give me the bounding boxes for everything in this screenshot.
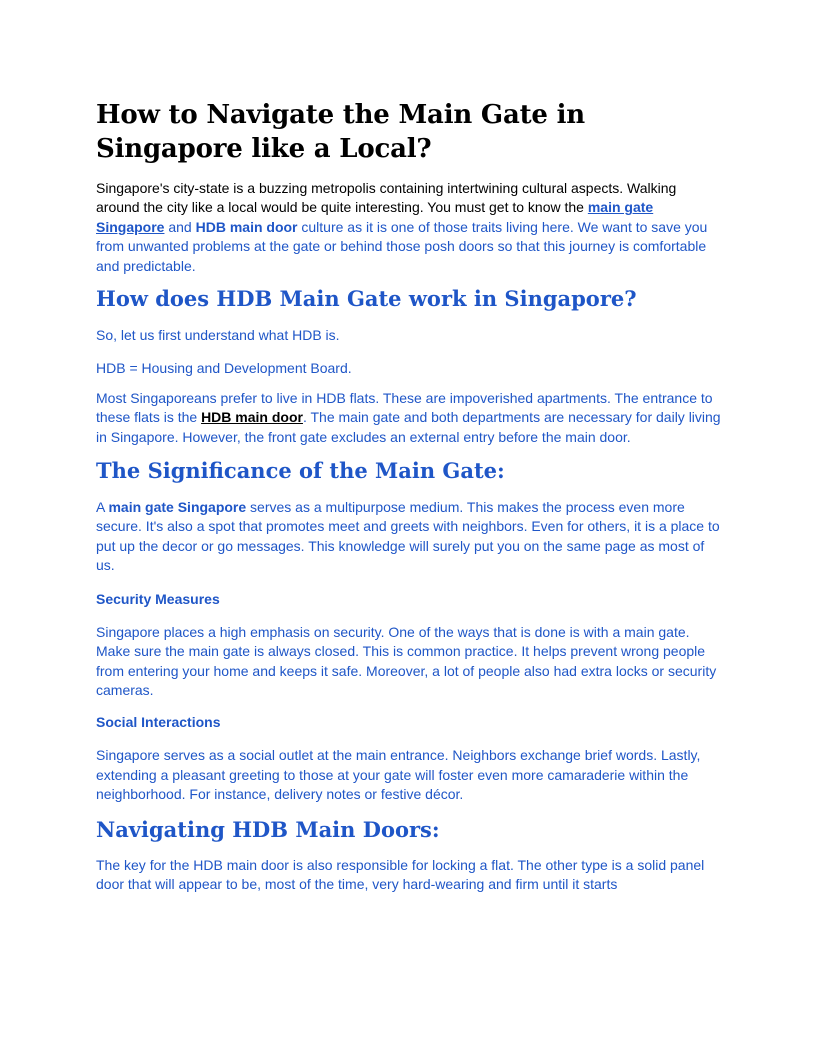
section1-paragraph-1: So, let us first understand what HDB is. <box>96 327 340 344</box>
social-interactions-paragraph: Singapore serves as a social outlet at the main entrance. Neighbors exchange brief words. Lastly, extending a pleasant greeting to those at your gate will foster even more camaraderie within the neighborhood. For instance, delivery notes or festive décor. <box>96 747 701 803</box>
main-gate-singapore-link[interactable]: main gate Singapore <box>96 199 654 235</box>
section-heading-hdb-main-gate: How does HDB Main Gate work in Singapore? <box>96 286 637 312</box>
section3-paragraph-1: The key for the HDB main door is also responsible for locking a flat. The other type is a solid panel door that will appear to be, most of the time, very hard-wearing and firm until it starts <box>96 856 705 892</box>
section1-p3-text-a: Most Singaporeans prefer to live in HDB flats. These are impoverished apartments. The entrance to these flats is the <box>96 389 713 426</box>
security-measures-paragraph: Singapore places a high emphasis on security. One of the ways that is done is with a main gate. Make sure the main gate is always closed. This is common practice. It helps prevent wrong people from entering your home and keeps it safe. Moreover, a lot of people also had extra locks or security cameras. <box>96 623 717 698</box>
section1-paragraph-3 <box>96 389 721 447</box>
subheading-social-interactions: Social Interactions <box>96 714 221 731</box>
hdb-main-door-link[interactable]: HDB main door <box>201 409 303 426</box>
intro-black-text: Singapore's city-state is a buzzing metropolis containing intertwining cultural aspects. Walking around the city like a local would be quite interesting. You must get to know the <box>96 180 677 216</box>
section-heading-navigating-hdb-doors: Navigating HDB Main Doors: <box>96 816 440 842</box>
subheading-security-measures: Security Measures <box>96 590 220 607</box>
section2-p1-text-a: A <box>96 499 109 516</box>
intro-rest: culture as it is one of those traits living here. We want to save you from unwanted problems at the gate or behind those posh doors so that this journey is comfortable and predictable. <box>96 218 708 274</box>
section2-p1-text-b: serves as a multipurpose medium. This makes the process even more secure. It's also a spot that promotes meet and greets with neighbors. Even for others, it is a place to put up the decor or go messages. This knowledge will surely put you on the same page as most of us. <box>96 499 720 574</box>
main-gate-singapore-bold: main gate Singapore <box>108 499 247 516</box>
section-heading-significance: The Significance of the Main Gate: <box>96 458 505 484</box>
intro-and: and <box>164 218 196 235</box>
article <box>96 98 721 894</box>
page-title: How to Navigate the Main Gate in Singapore like a Local? <box>96 100 585 164</box>
hdb-main-door-bold: HDB main door <box>195 218 298 235</box>
section1-paragraph-2: HDB = Housing and Development Board. <box>96 360 352 377</box>
intro-paragraph <box>96 179 721 276</box>
section2-paragraph-1 <box>96 498 721 576</box>
section1-p3-text-b: . The main gate and both departments are necessary for daily living in Singapore. However, the front gate excludes an external entry before the main door. <box>96 409 721 445</box>
